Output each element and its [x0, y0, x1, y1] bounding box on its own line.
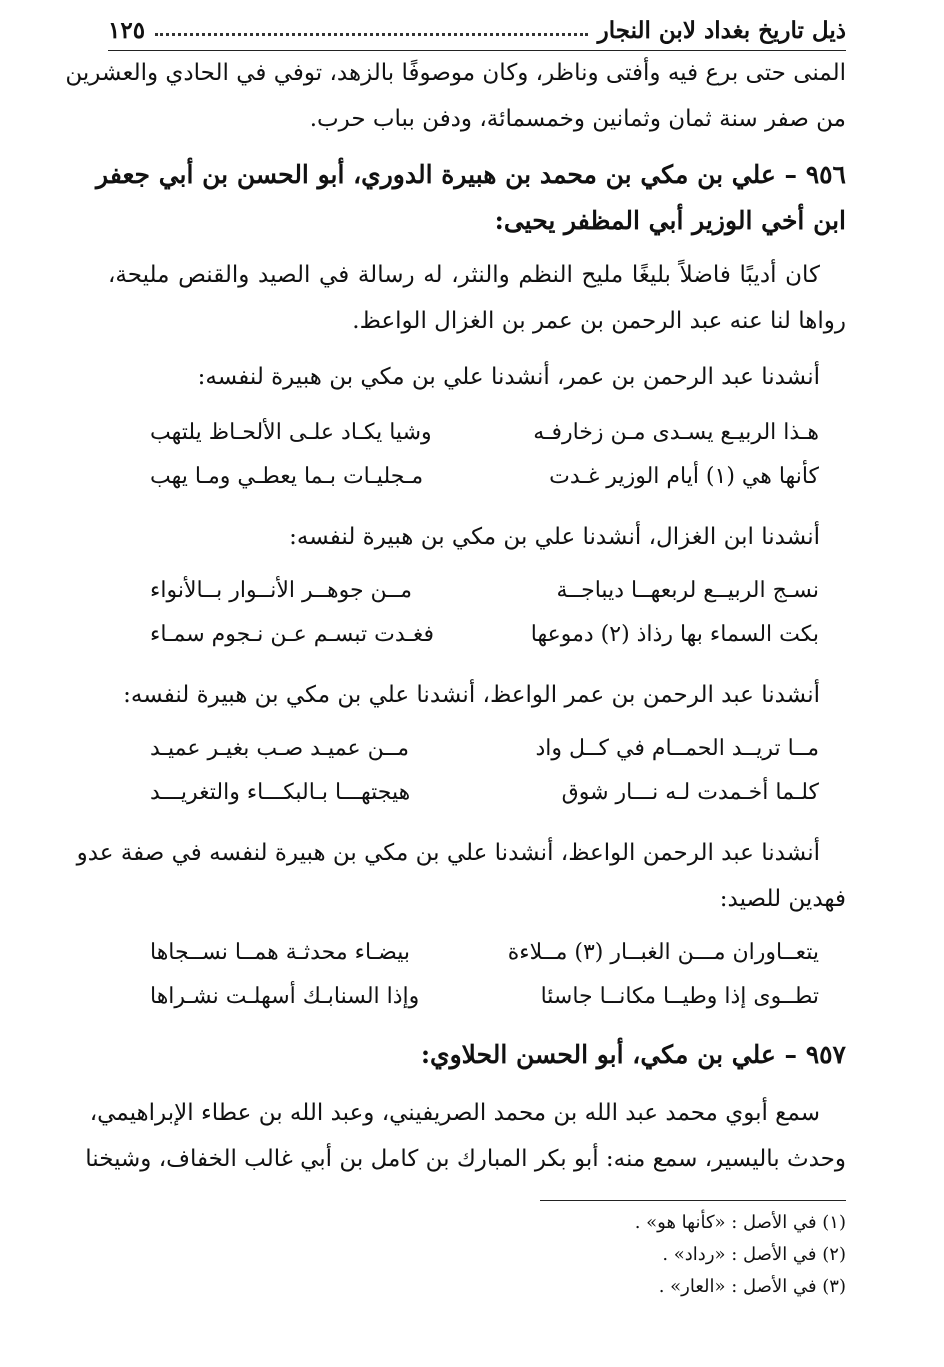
footnote: (١) في الأصل : «كأنها هو» .: [634, 1212, 846, 1233]
hemistich-first: كلـما أخـمدت لـه نـــار شوق: [561, 780, 819, 805]
verse-line: [150, 780, 819, 810]
isnad-line: أنشدنا ابن الغزال، أنشدنا علي بن مكي بن هبيرة لنفسه:: [289, 524, 820, 550]
hemistich-second: مــن جوهــر الأنــوار بــالأنواء: [150, 578, 412, 603]
footnote: (٢) في الأصل : «رداد» .: [662, 1244, 846, 1265]
text-line: كان أديبًا فاضلاً بليغًا مليح النظم والنثر، له رسالة في الصيد والقنص مليحة،: [108, 262, 820, 288]
hemistich-first: نسـج الربيــع لربعهــا ديباجــة: [556, 578, 819, 603]
hemistich-second: مـجليـات بـما يعطـي ومـا يهب: [150, 464, 424, 489]
hemistich-first: كأنها هي (١) أيام الوزير غـدت: [549, 464, 819, 489]
text-line: رواها لنا عنه عبد الرحمن بن عمر بن الغزال الواعظ.: [352, 308, 846, 334]
verse-line: [150, 464, 819, 494]
entry-heading: ٩٥٦ – علي بن مكي بن محمد بن هبيرة الدوري، أبو الحسن بن أبي جعفر: [96, 160, 846, 189]
verse-line: [150, 578, 819, 608]
entry-heading: ٩٥٧ – علي بن مكي، أبو الحسن الحلاوي:: [420, 1040, 846, 1069]
hemistich-first: بكت السماء بها رذاذ (٢) دموعها: [530, 622, 819, 647]
verse-line: [150, 736, 819, 766]
footnote: (٣) في الأصل : «العار» .: [658, 1276, 846, 1297]
hemistich-second: هيجتهـــا بـالبكـــاء والتغريـــد: [150, 780, 411, 805]
hemistich-second: بيضـاء محدثـة همــا نســجاها: [150, 940, 410, 965]
hemistich-second: وإذا السنابـك أسهلـت نشـراها: [150, 984, 420, 1009]
header-rule: [108, 50, 846, 51]
running-title: ذيل تاريخ بغداد لابن النجار: [597, 16, 846, 44]
text-line: المنى حتى برع فيه وأفتى وناظر، وكان موصوفًا بالزهد، توفي في الحادي والعشرين: [65, 60, 846, 86]
verse-line: [150, 940, 819, 970]
hemistich-first: مــا تريــد الحمــام في كــل واد: [535, 736, 819, 761]
verse-line: [150, 984, 819, 1014]
hemistich-first: يتعــاوران مـــن الغبــار (٣) مــلاءة: [507, 940, 819, 965]
text-line: من صفر سنة ثمان وثمانين وخمسمائة، ودفن بباب حرب.: [309, 106, 846, 132]
isnad-line: أنشدنا عبد الرحمن الواعظ، أنشدنا علي بن مكي بن هبيرة لنفسه في صفة عدو: [76, 840, 820, 866]
hemistich-first: هـذا الربيـع يسـدى مـن زخارفـه: [533, 420, 819, 445]
text-line: سمع أبوي محمد عبد الله بن محمد الصريفيني، وعبد الله بن عطاء الإبراهيمي،: [89, 1100, 820, 1126]
running-header: [108, 12, 846, 48]
footnote-rule: [540, 1200, 846, 1201]
isnad-line: أنشدنا عبد الرحمن بن عمر، أنشدنا علي بن مكي بن هبيرة لنفسه:: [197, 364, 820, 390]
page-number: ١٢٥: [108, 16, 146, 44]
verse-line: [150, 420, 819, 450]
hemistich-second: وشيا يكـاد علـى الألحـاظ يلتهب: [150, 420, 432, 445]
hemistich-second: فغـدت تبسـم عـن نـجوم سمـاء: [150, 622, 435, 647]
text-line: وحدث باليسير، سمع منه: أبو بكر المبارك بن كامل بن أبي غالب الخفاف، وشيخنا: [85, 1146, 846, 1172]
text-line: فهدين للصيد:: [719, 886, 846, 912]
entry-heading-cont: ابن أخي الوزير أبي المظفر يحيى:: [494, 206, 846, 235]
hemistich-first: تطــوى إذا وطيــا مكانــا جاسئا: [540, 984, 819, 1009]
verse-line: [150, 622, 819, 652]
hemistich-second: مــن عميـد صـب بغيـر عميـد: [150, 736, 410, 761]
header-leader-dots: [155, 33, 588, 36]
isnad-line: أنشدنا عبد الرحمن بن عمر الواعظ، أنشدنا علي بن مكي بن هبيرة لنفسه:: [123, 682, 820, 708]
